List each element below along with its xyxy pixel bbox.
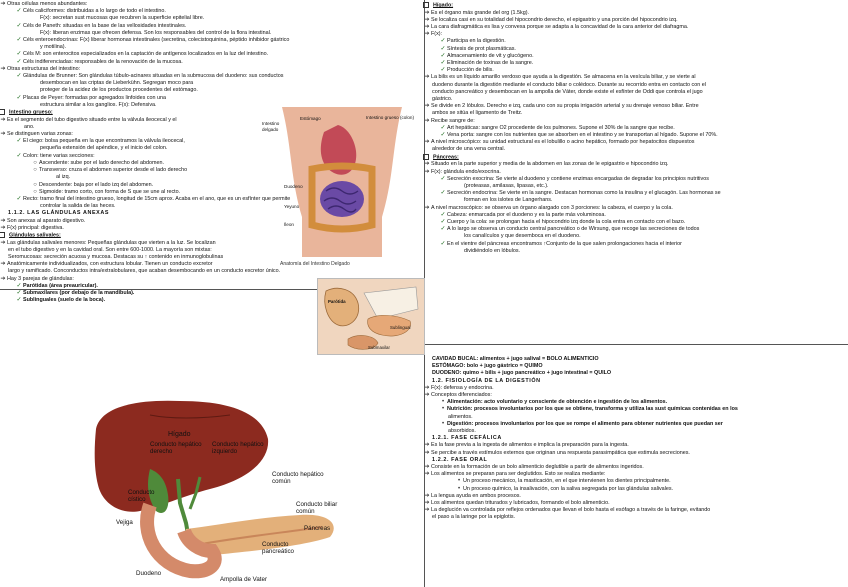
bottom-right-line bbox=[424, 464, 848, 471]
line-text: Seromucosas: secreción acuosa y mucosa. Destacas su ↑ contenido en inmunoglobulinas bbox=[8, 253, 224, 260]
line-text: Céls de Paneth: situadas en la base de las vellosidades intestinales. bbox=[23, 22, 187, 29]
top-right-line bbox=[424, 176, 848, 183]
line-text: Submaxilares (por debajo de la mandíbula). bbox=[23, 289, 135, 296]
line-text: duodeno durante la digestión mediante el conducto biliar o colédoco. Durante su recorrido entra en contacto con el bbox=[432, 81, 706, 88]
line-text: largo y ramificado. Conconductos intra/extralobulares, que acaban desembocando en un conducto excretor único. bbox=[8, 268, 281, 275]
arrow-icon: ➔ bbox=[424, 161, 430, 168]
line-text: Glándulas salivales: bbox=[9, 232, 61, 239]
line-text: ESTÓMAGO: bolo + jugo gástrico = QUIMO bbox=[432, 363, 543, 370]
check-icon: ✓ bbox=[440, 218, 446, 225]
line-text: al izq. bbox=[56, 174, 71, 181]
line-text: 1.2.1. FASE CEFÁLICA bbox=[432, 435, 502, 442]
line-text: Se percibe a través estímulos externos que originan una respuesta parasimpática que estimula secreciones. bbox=[431, 449, 690, 456]
line-text: Digestión: procesos involuntarios por los que se rompe el alimento para obtener nutrientes que puedan ser bbox=[447, 420, 723, 427]
line-text: Almacenamiento de vit y glucógeno. bbox=[447, 52, 534, 59]
line-text: Eliminación de toxinas de la sangre. bbox=[447, 60, 534, 67]
label-yeyuno: Yeyuno bbox=[284, 204, 300, 209]
top-left-line bbox=[0, 37, 424, 44]
circle-icon: ○ bbox=[33, 159, 37, 166]
line-text: Las glándulas salivales menores: Pequeñas glándulas que vierten a la luz. Se localizan bbox=[7, 239, 216, 246]
label-intestino-grueso: Intestino grueso (colon) bbox=[366, 115, 415, 120]
arrow-icon: ➔ bbox=[424, 24, 430, 31]
arrow-icon: ➔ bbox=[0, 239, 6, 246]
top-right-line bbox=[424, 60, 848, 67]
line-text: En el vientre del páncreas encontramos ↑Conjunto de la que salen prolongaciones hacia el interior bbox=[447, 240, 682, 247]
line-text: Céls indiferenciadas: responsables de la renovación de la mucosa. bbox=[23, 58, 183, 65]
bottom-right-line bbox=[424, 450, 848, 457]
label-duodeno-liver: Duodeno bbox=[136, 570, 162, 577]
line-text: 1.2. FISIOLOGÍA DE LA DIGESTIÓN bbox=[432, 377, 541, 384]
top-right-line bbox=[424, 154, 848, 162]
label-biliar-comun: Conducto biliar común bbox=[296, 501, 338, 516]
arrow-icon: ➔ bbox=[424, 449, 430, 456]
line-text: los canalículos y que desemboca en el duodeno. bbox=[464, 233, 581, 240]
line-text: Transverso: cruza el abdomen superior desde el lado derecho bbox=[39, 167, 188, 174]
top-right-line bbox=[424, 125, 848, 132]
label-pancreas: Páncreas bbox=[304, 525, 331, 532]
line-text: absorbidos. bbox=[448, 428, 476, 435]
check-icon: ✓ bbox=[16, 58, 22, 65]
top-left-line bbox=[0, 73, 424, 80]
line-text: alimentos. bbox=[448, 413, 473, 420]
bottom-right-line bbox=[424, 514, 848, 521]
line-text: Anatómicamente individualizados, con estructura lobular. Tienen un conducto excretor bbox=[7, 261, 213, 268]
line-text: Es la fase previa a la ingesta de alimentos e implica la preparación para la ingesta. bbox=[431, 442, 629, 449]
line-text: Se divide en 2 lóbulos. Derecho e izq, cada uno con su propia irrigación arterial y su drenaje venoso biliar. Entre bbox=[431, 103, 699, 110]
top-right-line bbox=[424, 74, 848, 81]
line-text: desembocan en las criptas de Lieberkühn. Segregan moco para bbox=[40, 80, 194, 87]
label-higado: Hígado bbox=[168, 431, 191, 438]
check-icon: ✓ bbox=[16, 282, 22, 289]
line-text: forman en los islotes de Langerhans. bbox=[464, 197, 553, 204]
top-left-line bbox=[0, 44, 424, 51]
top-left-line bbox=[0, 59, 424, 66]
top-right-line bbox=[424, 67, 848, 74]
line-text: Otras estructuras del intestino: bbox=[7, 65, 81, 72]
arrow-icon: ➔ bbox=[0, 217, 6, 224]
line-text: Secreción exocrina: Se vierte al duodeno y contiene enzimas encargadas de degradar los principios nutritivos bbox=[447, 175, 709, 182]
bottom-right-line bbox=[424, 414, 848, 421]
line-text: Participa en la digestión. bbox=[447, 38, 506, 45]
check-icon: ✓ bbox=[440, 175, 446, 182]
arrow-icon: ➔ bbox=[424, 384, 430, 391]
line-text: Céls caliciformes: distribuidas a lo largo de todo el intestino. bbox=[23, 8, 166, 15]
top-right-line bbox=[424, 233, 848, 240]
top-right-line bbox=[424, 132, 848, 139]
line-text: Son anexas al aparato digestivo. bbox=[7, 217, 86, 224]
check-icon: ✓ bbox=[440, 124, 446, 131]
line-text: Recibe sangre de: bbox=[431, 117, 475, 124]
check-icon: ✓ bbox=[440, 52, 446, 59]
line-text: Otras células menos abundantes: bbox=[7, 1, 88, 7]
arrow-icon: ➔ bbox=[424, 471, 430, 478]
line-text: Art hepáticas: sangre O2 procedente de los pulmones. Supone el 30% de la sangre que recibe. bbox=[447, 124, 675, 131]
top-right-line bbox=[424, 169, 848, 176]
checkbox-icon bbox=[423, 2, 429, 8]
line-text: Alimentación: acto voluntario y consciente de obtención e ingestión de los alimentos. bbox=[447, 399, 668, 406]
line-text: 1.2.2. FASE ORAL bbox=[432, 456, 488, 463]
bottom-right-line bbox=[424, 457, 848, 464]
top-left-line bbox=[0, 95, 424, 102]
line-text: Consiste en la formación de un bolo alimenticio deglutible a partir de alimentos ingeridos. bbox=[431, 464, 644, 471]
dot-icon: • bbox=[457, 478, 461, 485]
top-left-line bbox=[0, 66, 424, 73]
line-text: Conceptos diferenciados: bbox=[431, 392, 492, 399]
line-text: Parótidas (área preauricular). bbox=[23, 282, 98, 289]
line-text: Céls enteroendocrinas: F(x) liberar hormonas intestinales (secretina, colecistoquinina, péptido inhibidor gástrico bbox=[23, 37, 290, 44]
line-text: controlar la salida de las heces. bbox=[40, 203, 116, 210]
top-right-line bbox=[424, 96, 848, 103]
line-text: F(x): defensa y endocrina. bbox=[431, 384, 494, 391]
line-text: ano. bbox=[24, 123, 35, 130]
arrow-icon: ➔ bbox=[0, 275, 6, 282]
bottom-right-line bbox=[424, 370, 848, 377]
arrow-icon: ➔ bbox=[424, 492, 430, 499]
arrow-icon: ➔ bbox=[424, 392, 430, 399]
bottom-right-line bbox=[424, 478, 848, 485]
check-icon: ✓ bbox=[440, 211, 446, 218]
label-pancreatico: Conducto pancreático bbox=[262, 541, 294, 556]
arrow-icon: ➔ bbox=[0, 116, 6, 123]
check-icon: ✓ bbox=[440, 67, 446, 74]
top-left-line bbox=[0, 30, 424, 37]
check-icon: ✓ bbox=[16, 51, 22, 58]
label-intestino-delgado: Intestino delgado bbox=[262, 121, 280, 132]
bottom-right-line bbox=[424, 385, 848, 392]
arrow-icon: ➔ bbox=[0, 224, 6, 231]
label-duodeno: Duodeno bbox=[284, 184, 303, 189]
arrow-icon: ➔ bbox=[424, 9, 430, 16]
top-right-line bbox=[424, 82, 848, 89]
top-right-line bbox=[424, 31, 848, 38]
bottom-right-line bbox=[424, 507, 848, 514]
line-text: F(x) principal: digestiva. bbox=[7, 224, 64, 231]
arrow-icon: ➔ bbox=[424, 464, 430, 471]
top-right-line bbox=[424, 89, 848, 96]
top-left-line bbox=[0, 23, 424, 30]
check-icon: ✓ bbox=[440, 240, 446, 247]
line-text: Síntesis de prot plasmáticas. bbox=[447, 45, 516, 52]
arrow-icon: ➔ bbox=[424, 442, 430, 449]
line-text: el paso a la laringe por la epiglotis. bbox=[432, 514, 516, 521]
line-text: El ciego: bolsa pequeña en la que encontramos la válvula ileocecal, bbox=[23, 138, 185, 145]
arrow-icon: ➔ bbox=[424, 31, 430, 38]
line-text: Es el segmento del tubo digestivo situado entre la válvula ileocecal y el bbox=[7, 116, 177, 123]
bottom-right-line bbox=[424, 363, 848, 370]
arrow-icon: ➔ bbox=[0, 261, 6, 268]
line-text: Hígado: bbox=[433, 2, 454, 9]
line-text: Colon: tiene varias secciones: bbox=[23, 152, 95, 159]
dot-icon: • bbox=[441, 420, 445, 427]
line-text: A lo largo se observa un conducto central pancreático o de Wirsung, que recoge las secreciones de todos bbox=[447, 226, 700, 233]
top-right-line bbox=[424, 17, 848, 24]
circle-icon: ○ bbox=[33, 188, 37, 195]
check-icon: ✓ bbox=[440, 132, 446, 139]
line-text: Vena porta: sangre con los nutrientes que se absorben en el intestino y se transportan al hígado. Supone el 70%. bbox=[447, 132, 718, 139]
line-text: Es el órgano más grande del org (1.5kg). bbox=[431, 9, 529, 16]
line-text: Secreción endocrina: Se vierte en la sangre. Destacan hormonas como la insulina y el glucagón. Las hormonas se bbox=[447, 190, 721, 197]
label-ampolla: Ampolla de Vater bbox=[220, 576, 268, 583]
line-text: Ascendente: sube por el lado derecho del abdomen. bbox=[39, 159, 164, 166]
top-left-line bbox=[0, 268, 424, 275]
line-text: La deglución va controlada por reflejos ordenados que llevan el bolo hasta el esófago a través de la faringe, evitando bbox=[431, 507, 711, 514]
circle-icon: ○ bbox=[33, 181, 37, 188]
line-text: Se distinguen varias zonas: bbox=[7, 131, 73, 138]
arrow-icon: ➔ bbox=[0, 65, 6, 72]
checkbox-icon bbox=[0, 232, 5, 238]
line-text: proteger de la acidez de los productos procedentes del estómago. bbox=[40, 87, 198, 94]
label-vejiga: Vejiga bbox=[116, 519, 133, 526]
top-left-line bbox=[0, 1, 424, 8]
line-text: Páncreas: bbox=[433, 154, 459, 161]
arrow-icon: ➔ bbox=[424, 16, 430, 23]
label-sublingual: Sublingual bbox=[390, 325, 411, 330]
bottom-right-line bbox=[424, 493, 848, 500]
line-text: F(x): glándula endo/exocrina. bbox=[431, 168, 501, 175]
top-left-line bbox=[0, 80, 424, 87]
bottom-right-line bbox=[424, 421, 848, 428]
label-hepatico-comun: Conducto hepático común bbox=[272, 471, 324, 486]
check-icon: ✓ bbox=[16, 37, 22, 44]
check-icon: ✓ bbox=[16, 94, 22, 101]
bottom-right-line bbox=[424, 378, 848, 385]
line-text: Se localiza casi en su totalidad del hipocondrio derecho, el epigastrio y una porción del hipocondrio izq. bbox=[431, 16, 678, 23]
line-text: (proteasas, amilasas, lipasas, etc.). bbox=[464, 182, 549, 189]
check-icon: ✓ bbox=[16, 195, 22, 202]
top-right-notes bbox=[424, 0, 848, 344]
top-right-line bbox=[424, 212, 848, 219]
check-icon: ✓ bbox=[440, 45, 446, 52]
checkbox-icon bbox=[0, 109, 5, 115]
top-right-line bbox=[424, 103, 848, 110]
line-text: Cabeza: enmarcada por el duodeno y es la parte más voluminosa. bbox=[447, 211, 606, 218]
top-left-line bbox=[0, 51, 424, 58]
line-text: Recto: tramo final del intestino grueso, longitud de 15cm aprox. Acaba en el ano, que es un esfínter que permite bbox=[23, 195, 291, 202]
check-icon: ✓ bbox=[440, 38, 446, 45]
arrow-icon: ➔ bbox=[424, 204, 430, 211]
line-text: DUODENO: quimo + bilis + jugo pancreático + jugo intestinal = QUILO bbox=[432, 370, 612, 377]
arrow-icon: ➔ bbox=[424, 103, 430, 110]
arrow-icon: ➔ bbox=[424, 117, 430, 124]
check-icon: ✓ bbox=[16, 152, 22, 159]
top-right-line bbox=[424, 183, 848, 190]
bottom-left-figure bbox=[0, 289, 424, 587]
arrow-icon: ➔ bbox=[424, 74, 430, 81]
check-icon: ✓ bbox=[16, 297, 22, 304]
circle-icon: ○ bbox=[33, 167, 37, 174]
dot-icon: • bbox=[441, 406, 445, 413]
top-right-line bbox=[424, 46, 848, 53]
line-text: Un proceso mecánico, la masticación, en el que intervienen los dientes principalmente. bbox=[463, 478, 671, 485]
label-parotida: Parótida bbox=[328, 299, 346, 304]
check-icon: ✓ bbox=[16, 22, 22, 29]
top-right-line bbox=[424, 161, 848, 168]
line-text: Descendente: baja por el lado izq del abdomen. bbox=[39, 181, 154, 188]
line-text: estructura similar a los ganglios. F(x): Defensiva. bbox=[40, 101, 157, 108]
bottom-right-line bbox=[424, 486, 848, 493]
top-right-line bbox=[424, 2, 848, 10]
label-estomago: Estómago bbox=[300, 116, 321, 121]
bottom-right-notes bbox=[424, 344, 848, 587]
line-text: A nivel microscópico: su unidad estructural es el lobulillo o acino hepático, formado por hepatocitos dispuestos bbox=[431, 139, 695, 146]
arrow-icon: ➔ bbox=[424, 139, 430, 146]
top-right-line bbox=[424, 24, 848, 31]
line-text: y motilina). bbox=[40, 44, 67, 51]
line-text: La cara diafragmática es lisa y convexa porque se adapta a la concavidad de la cara anterior del diafragma. bbox=[431, 24, 689, 31]
top-right-line bbox=[424, 205, 848, 212]
line-text: F(x): secretan sust mucosas que recubren la superficie epitelial libre. bbox=[40, 15, 205, 22]
label-ileon: Íleon bbox=[284, 222, 294, 227]
top-right-line bbox=[424, 139, 848, 146]
top-left-line bbox=[0, 8, 424, 15]
line-text: F(x): bbox=[431, 31, 443, 38]
label-hepatico-izquierdo: Conducto hepático izquierdo bbox=[212, 441, 264, 456]
line-text: gástrico. bbox=[432, 96, 453, 103]
top-right-line bbox=[424, 248, 848, 255]
checkbox-icon bbox=[423, 154, 429, 160]
top-right-line bbox=[424, 190, 848, 197]
line-text: F(x): liberan enzimas que ofrecen defensa. Son los responsables del control de la flora intestinal. bbox=[40, 29, 272, 36]
label-submaxilar: Submaxilar bbox=[368, 345, 390, 350]
top-left-notes bbox=[0, 0, 424, 304]
arrow-icon: ➔ bbox=[424, 500, 430, 507]
top-right-line bbox=[424, 219, 848, 226]
line-text: Placas de Peyer: formadas por agregados linfoides con una bbox=[23, 94, 166, 101]
bottom-right-line bbox=[424, 500, 848, 507]
top-right-line bbox=[424, 118, 848, 125]
bottom-right-line bbox=[424, 435, 848, 442]
liver-illustration bbox=[0, 289, 424, 587]
dot-icon: • bbox=[457, 485, 461, 492]
top-right-line bbox=[424, 197, 848, 204]
line-text: Hay 3 parejas de glándulas: bbox=[7, 275, 74, 282]
line-text: dividiéndolo en lóbulos. bbox=[464, 247, 521, 254]
line-text: Intestino grueso: bbox=[9, 109, 53, 116]
line-text: CAVIDAD BUCAL: alimentos + jugo salival = BOLO ALIMENTICIO bbox=[432, 356, 599, 362]
top-right-line bbox=[424, 110, 848, 117]
line-text: ambos se sitúa el ligamento de Treitz. bbox=[432, 110, 523, 117]
line-text: Céls M: son enterocitos especializados en la captación de antígenos localizados en la luz del intestino. bbox=[23, 51, 269, 58]
top-right-line bbox=[424, 38, 848, 45]
line-text: Los alimentos se preparan para ser deglutidos. Esto se realiza mediante: bbox=[431, 471, 606, 478]
line-text: A nivel macroscópico: se observa un órgano alargado con 3 porciones: la cabeza, el cuerpo y la cola. bbox=[431, 204, 673, 211]
line-text: en el tubo digestivo y en la cavidad oral. Son entre 600-1000. La mayoría son mixtas: bbox=[8, 246, 212, 253]
line-text: La bilis es un líquido amarillo verdoso que ayuda a la digestión. Se almacena en la vesícula biliar, y se vierte al bbox=[431, 74, 696, 81]
top-right-line bbox=[424, 226, 848, 233]
check-icon: ✓ bbox=[16, 289, 22, 296]
arrow-icon: ➔ bbox=[424, 168, 430, 175]
line-text: Glándulas de Brunner: Son glándulas túbulo-acinares situadas en la submucosa del duodeno: sus conductos bbox=[23, 73, 284, 80]
line-text: Sigmoide: tramo corto, con forma de S que se une al recto. bbox=[39, 188, 181, 195]
line-text: Un proceso químico, la insalivación, con la saliva segregada por las glándulas salivales. bbox=[463, 485, 674, 492]
top-right-line bbox=[424, 146, 848, 153]
line-text: Situado en la parte superior y media de la abdomen en las zonas de le epigastrio e hipocondrio izq. bbox=[431, 161, 669, 168]
top-left-line bbox=[0, 87, 424, 94]
label-cistico: Conducto cístico bbox=[128, 489, 155, 504]
bottom-right-line bbox=[424, 399, 848, 406]
line-text: Sublinguales (suelo de la boca). bbox=[23, 297, 106, 304]
bottom-right-line bbox=[424, 392, 848, 399]
top-right-line bbox=[424, 10, 848, 17]
line-text: alrededor de una vena central. bbox=[432, 146, 506, 153]
line-text: conducto pancreático y desembocan en la ampolla de Váter, donde existe el esfínter de Oddi que controla el jugo bbox=[432, 88, 703, 95]
top-right-line bbox=[424, 53, 848, 60]
arrow-icon: ➔ bbox=[0, 131, 6, 138]
bottom-right-line bbox=[424, 471, 848, 478]
intestine-figure bbox=[262, 107, 422, 269]
intestine-caption: Anatomía del Intestino Delgado bbox=[280, 261, 350, 267]
line-text: 1.1.2. LAS GLÁNDULAS ANEXAS bbox=[8, 210, 110, 217]
line-text: Nutrición: procesos involuntarios por los que se obtiene, transforma y utiliza las sust químicas contenidas en los bbox=[447, 406, 738, 413]
check-icon: ✓ bbox=[440, 226, 446, 233]
line-text: Los alimentos quedan triturados y lubricados, formando el bolo alimenticio. bbox=[431, 500, 610, 507]
line-text: Cuerpo y la cola: se prolongan hacia el hipocondrio izq donde la cola entra en contacto con el bazo. bbox=[447, 218, 686, 225]
line-text: Producción de bilis. bbox=[447, 67, 494, 74]
check-icon: ✓ bbox=[440, 60, 446, 67]
dot-icon: • bbox=[441, 399, 445, 406]
arrow-icon: ➔ bbox=[0, 1, 6, 7]
arrow-icon: ➔ bbox=[424, 507, 430, 514]
check-icon: ✓ bbox=[16, 8, 22, 15]
label-hepatico-derecho: Conducto hepático derecho bbox=[150, 441, 202, 456]
top-right-line bbox=[424, 241, 848, 248]
line-text: La lengua ayuda en ambos procesos. bbox=[431, 492, 521, 499]
bottom-right-line bbox=[424, 406, 848, 413]
bottom-right-line bbox=[424, 442, 848, 449]
check-icon: ✓ bbox=[440, 190, 446, 197]
check-icon: ✓ bbox=[16, 73, 22, 80]
line-text: pequeña extensión del apéndice, y el inicio del colon. bbox=[40, 145, 168, 152]
check-icon: ✓ bbox=[16, 138, 22, 145]
top-left-line bbox=[0, 15, 424, 22]
